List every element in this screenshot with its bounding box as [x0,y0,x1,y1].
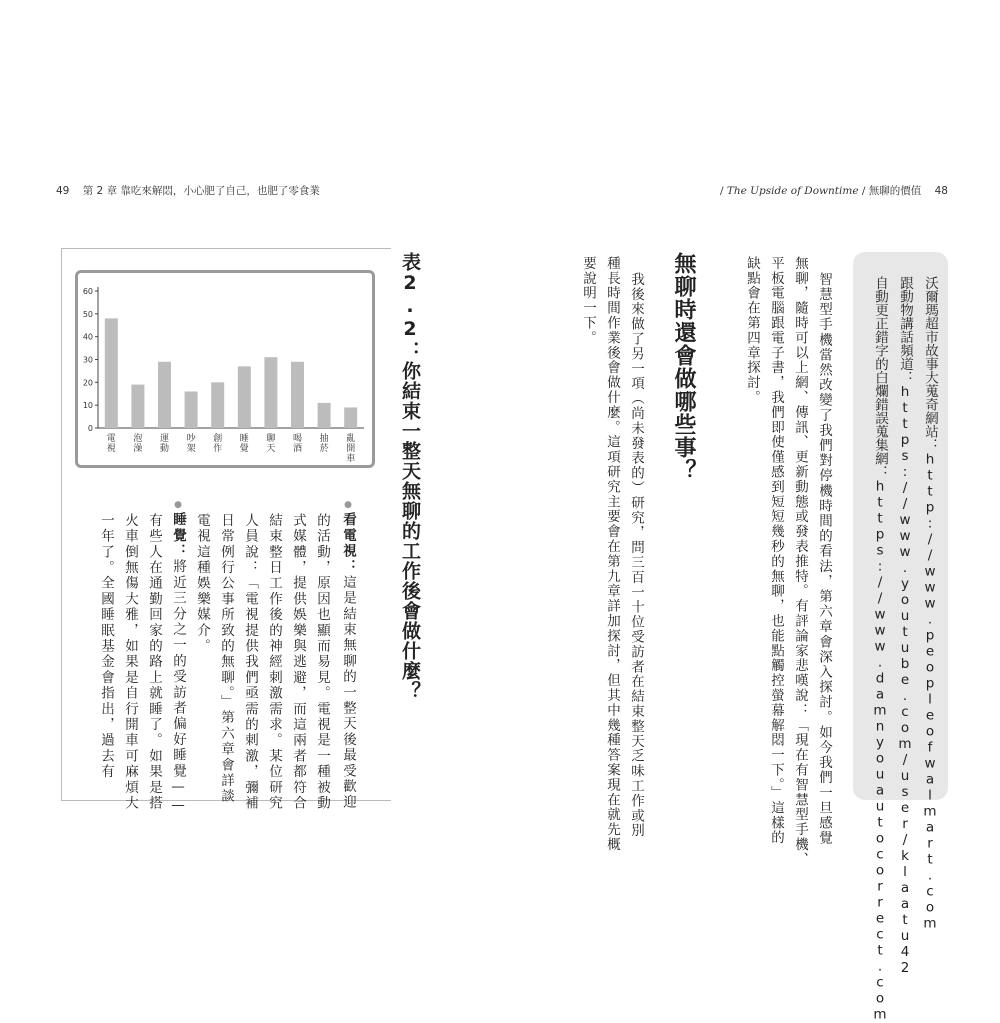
bar-chart [75,270,375,468]
bullet-tv-line-7: 電視這種娛樂媒介。 [194,513,210,655]
bullet-dot-icon: ● [343,500,353,513]
link-line-youtube [892,276,918,976]
category-label: 抽菸 [319,434,329,454]
category-label: 聊天 [266,434,276,454]
paragraph-line-2: 無聊，隨時可以上網、傳訊、更新動態或發表推特。有評論家悲嘆說：「現在有智慧型手機、 [792,256,808,867]
header-prefix: / [719,185,727,197]
paragraph-line-1: 智慧型手機當然改變了我們對停機時間的看法，第六章會深入探討。如今我們一旦感覺 [816,272,832,846]
link-label-walmart: 沃爾瑪超市故事大蒐奇網站： [922,276,938,452]
page-number-left: 49 [56,185,70,197]
bar [264,357,277,428]
bullet-tv-line-4: 結束整日工作後的神經刺激需求。某位研究 [266,513,282,812]
running-header-right [720,183,948,198]
bar [318,403,331,428]
chapter-title: 第 2 章 靠吃來解悶，小心肥了自己，也肥了零食業 [82,185,320,197]
bullet-sleep-heading: 睡覺： [170,512,186,560]
bar [131,385,144,428]
bullet-tv-line-6: 日常例行公事所致的無聊。」第六章會詳談 [218,513,234,805]
y-tick-label: 10 [82,401,93,411]
bar [291,362,304,428]
book-title-chinese: 無聊的價值 [868,185,922,197]
section-line-1: 我後來做了另一項（尚未發表的）研究，問三百一十位受訪者在結束整天乏味工作或別 [628,272,644,839]
category-label: 亂開車 [346,434,356,464]
bullet-sleep-line-3: 火車倒無傷大雅，如果是自行開車可麻煩大 [122,513,138,812]
bar-chart-svg [78,273,372,465]
bar [185,391,198,428]
link-url-youtube[interactable]: https://www.youtube.com/user/klaatu42 [897,384,913,976]
y-tick-label: 0 [87,424,93,433]
header-separator: / [858,185,869,197]
bullet-tv-line-3: 式媒體，提供娛樂與逃避，而這兩者都符合 [290,513,306,812]
category-label: 電視 [106,434,116,454]
bar [105,318,118,428]
bar [158,362,171,428]
category-label: 喝酒 [292,434,303,454]
category-label: 創作 [213,434,223,454]
bullet-sleep-line-1: ●睡覺：將近三分之一的受訪者偏好睡覺—— [170,500,186,816]
bar [211,382,224,428]
link-label-autocorrect: 自動更正錯字的白爛錯誤蒐集網： [872,276,888,479]
category-label: 運動 [159,434,170,454]
y-tick-label: 60 [82,287,93,296]
y-tick-label: 20 [82,378,93,388]
bar [238,366,251,428]
bullet-tv-line-5: 人員說：「電視提供我們亟需的刺激，彌補 [242,513,258,812]
table-caption: 表2.2：你結束一整天無聊的工作後會做什麼？ [399,252,421,701]
book-title: The Upside of Downtime [726,185,859,197]
link-url-autocorrect[interactable]: https://www.damnyouautocorrect.com [872,478,888,1023]
section-line-2: 種長時間作業後會做什麼。這項研究主要會在第九章詳加探討，但其中幾種答案現在就先概 [604,256,620,852]
running-header-left [56,183,320,198]
bullet-sleep-line-2: 有些人在通勤回家的路上就睡了。如果是搭 [146,513,162,812]
category-label: 睡覺 [239,434,249,454]
link-url-walmart[interactable]: http://www.peopleofwalmart.com [922,451,938,932]
page-number-right: 48 [934,185,948,197]
bullet-sleep-line-4: 一年了。全國睡眠基金會指出，過去有 [98,513,114,780]
link-label-youtube: 跟動物講話頻道： [897,276,913,384]
paragraph-line-3: 平板電腦跟電子書，我們即使僅感到短短幾秒的無聊，也能點觸控螢幕解悶一下。」這樣的 [768,256,784,846]
link-line-walmart [917,276,943,932]
section-heading: 無聊時還會做哪些事？ [671,252,696,482]
bar [344,407,357,428]
y-tick-label: 30 [82,355,93,365]
bullet-tv-line-2: 的活動，原因也顯而易見。電視是一種被動 [314,513,330,812]
category-label: 吵架 [186,434,196,454]
category-label: 泡澡 [133,434,143,454]
bullet-tv-heading: 看電視： [340,512,356,576]
section-line-3: 要說明一下。 [580,256,596,346]
link-line-autocorrect [867,276,893,1023]
y-tick-label: 40 [82,332,93,342]
bullet-dot-icon: ● [173,500,183,513]
bullet-tv-line-1: ●看電視：這是結束無聊的一整天後最受歡迎 [340,500,356,811]
y-tick-label: 50 [82,309,93,319]
paragraph-line-4: 缺點會在第四章探討。 [744,256,760,405]
